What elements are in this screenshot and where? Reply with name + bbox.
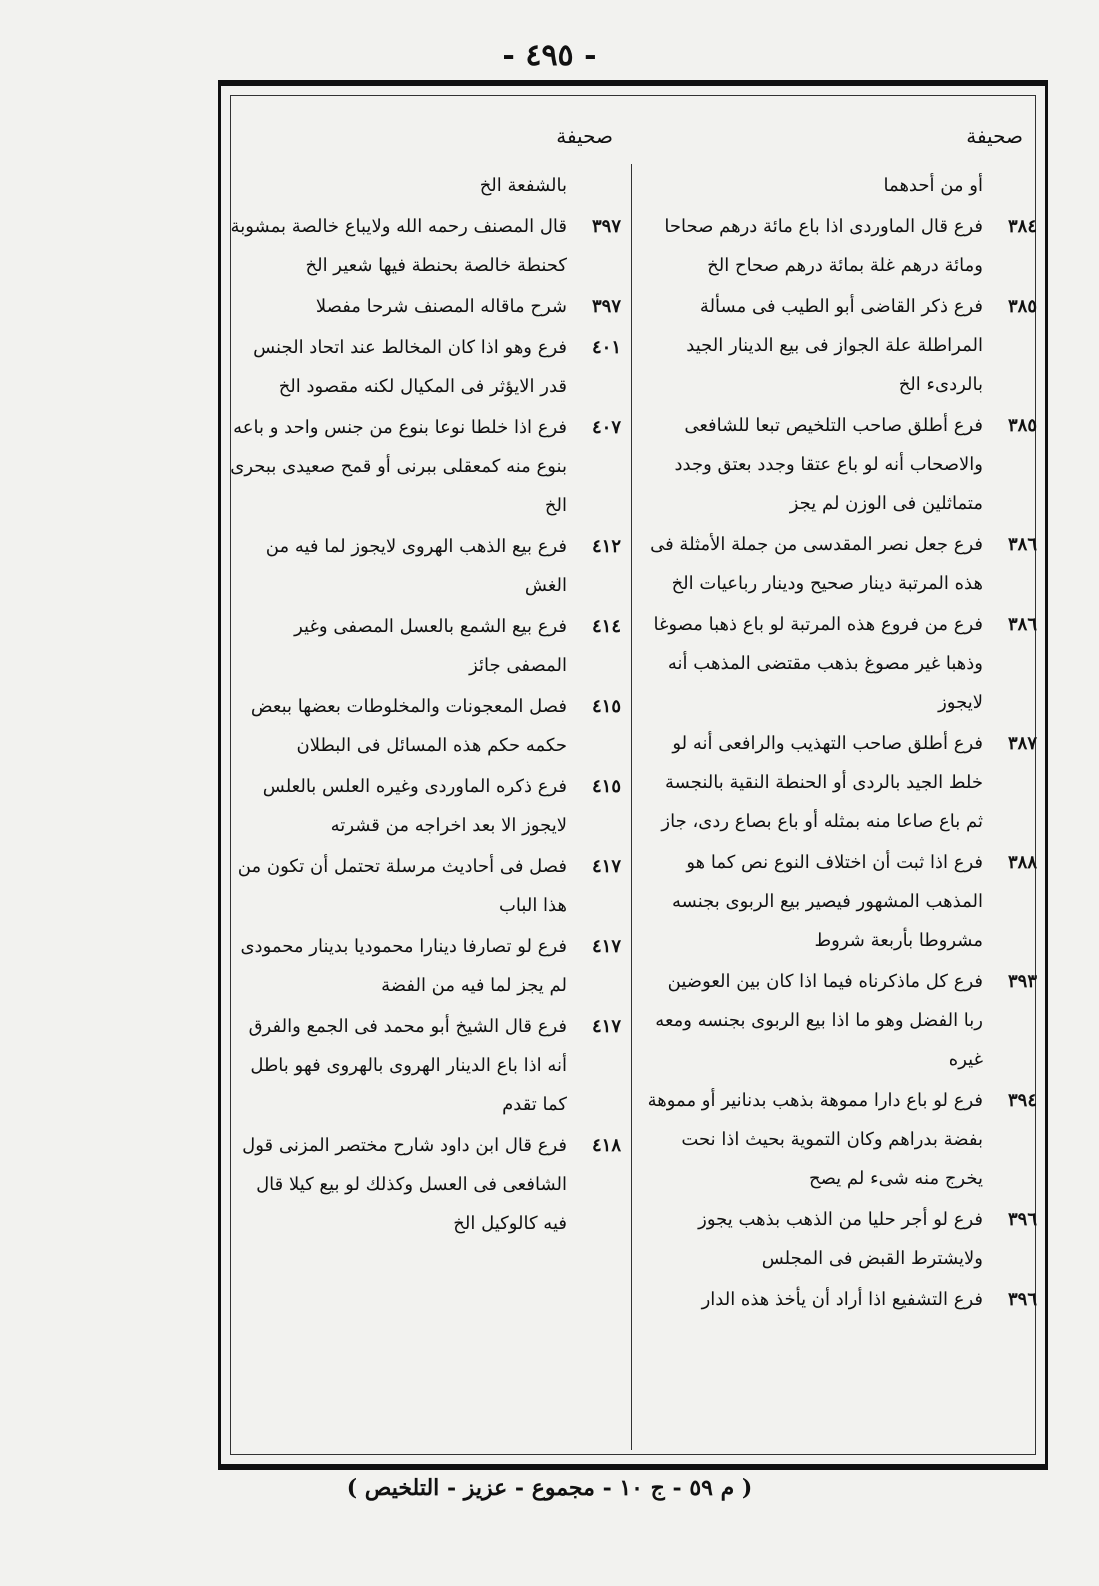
entry-page-number: ٤١٤ xyxy=(591,616,621,637)
entry-text: فرع اذا ثبت أن اختلاف النوع نص كما هو المذهب المشهور فيصير بيع الربوى بجنسه مشروطا بأربعة شروط xyxy=(672,852,983,951)
entry-page-number: ٤١٧ xyxy=(591,936,621,957)
entry-page-number: ٣٨٧ xyxy=(1007,733,1037,754)
entry-text: أو من أحدهما xyxy=(883,175,983,196)
page-number: - ٤٩٥ - xyxy=(502,38,597,73)
index-entry xyxy=(229,287,621,326)
entry-page-number: ٤١٨ xyxy=(591,1135,621,1156)
index-entry xyxy=(229,687,621,765)
left-column xyxy=(229,166,621,1245)
entry-text: فرع لو تصارفا دينارا محموديا بدينار محمودى لم يجز لما فيه من الفضة xyxy=(240,936,567,996)
entry-text: فصل المعجونات والمخلوطات بعضها ببعض حكمه حكم هذه المسائل فى البطلان xyxy=(250,696,567,756)
entry-page-number: ٤١٧ xyxy=(591,1016,621,1037)
entry-page-number: ٣٨٦ xyxy=(1007,534,1037,555)
index-entry xyxy=(645,406,1037,523)
index-entry xyxy=(645,843,1037,960)
entry-text: فرع جعل نصر المقدسى من جملة الأمثلة فى هذه المرتبة دينار صحيح ودينار رباعيات الخ xyxy=(650,534,983,594)
index-entry xyxy=(229,1007,621,1124)
index-entry xyxy=(645,724,1037,841)
entry-page-number: ٣٩٤ xyxy=(1007,1090,1037,1111)
entry-page-number: ٣٩٧ xyxy=(591,216,621,237)
index-entry xyxy=(645,962,1037,1079)
index-entry xyxy=(645,605,1037,722)
entry-text: فرع اذا خلطا نوعا بنوع من جنس واحد و باعه بنوع منه كمعقلى ببرنى أو قمح صعيدى ببحرى الخ xyxy=(230,417,567,516)
right-column xyxy=(645,166,1037,1321)
entry-page-number: ٤١٧ xyxy=(591,856,621,877)
index-entry xyxy=(645,525,1037,603)
entry-page-number: ٤٠٧ xyxy=(591,417,621,438)
index-entry xyxy=(229,927,621,1005)
entry-page-number: ٣٩٦ xyxy=(1007,1209,1037,1230)
entry-page-number: ٤٠١ xyxy=(591,337,621,358)
entry-text: فرع قال ابن داود شارح مختصر المزنى قول الشافعى فى العسل وكذلك لو بيع كيلا قال فيه كالوكيل الخ xyxy=(242,1135,567,1234)
entry-text: فرع قال الماوردى اذا باع مائة درهم صحاحا ومائة درهم غلة بمائة درهم صحاح الخ xyxy=(664,216,983,276)
page-frame xyxy=(218,80,1048,1470)
index-entry xyxy=(229,207,621,285)
entry-text: فرع أطلق صاحب التهذيب والرافعى أنه لو خلط الجيد بالردى أو الحنطة النقية بالنجسة ثم باع صاعا منه بمثله أو باع بصاع ردى، جاز xyxy=(661,733,983,832)
entry-text: فرع التشفيع اذا أراد أن يأخذ هذه الدار xyxy=(701,1289,983,1310)
entry-text: فصل فى أحاديث مرسلة تحتمل أن تكون من هذا الباب xyxy=(237,856,567,916)
entry-page-number: ٣٨٤ xyxy=(1007,216,1037,237)
index-entry xyxy=(645,287,1037,404)
entry-page-number: ٣٨٨ xyxy=(1007,852,1037,873)
entry-text: فرع ذكره الماوردى وغيره العلس بالعلس لايجوز الا بعد اخراجه من قشرته xyxy=(262,776,567,836)
entry-page-number: ٣٩٣ xyxy=(1007,971,1037,992)
entry-page-number: ٤١٥ xyxy=(591,696,621,717)
footer-signature: ( م ٥٩ - ج ١٠ - مجموع - عزيز - التلخيص ) xyxy=(346,1475,753,1501)
entry-text: فرع أطلق صاحب التلخيص تبعا للشافعى والاصحاب أنه لو باع عتقا وجدد بعتق وجدد متماثلين فى الوزن لم يجز xyxy=(674,415,983,514)
entry-page-number: ٣٨٥ xyxy=(1007,296,1037,317)
index-entry xyxy=(229,847,621,925)
index-entry xyxy=(229,408,621,525)
index-entry xyxy=(229,166,621,205)
entry-page-number: ٣٨٦ xyxy=(1007,614,1037,635)
entry-text: فرع ذكر القاضى أبو الطيب فى مسألة المراطلة علة الجواز فى بيع الدينار الجيد بالردىء الخ xyxy=(686,296,983,395)
entry-page-number: ٤١٥ xyxy=(591,776,621,797)
index-entry xyxy=(229,1126,621,1243)
entry-text: قال المصنف رحمه الله ولايباع خالصة بمشوبة كحنطة خالصة بحنطة فيها شعير الخ xyxy=(230,216,567,276)
index-entry xyxy=(229,527,621,605)
entry-page-number: ٣٩٦ xyxy=(1007,1289,1037,1310)
entry-page-number: ٤١٢ xyxy=(591,536,621,557)
left-column-header: صحيفة xyxy=(556,124,613,148)
index-entry xyxy=(645,1200,1037,1278)
entry-text: فرع بيع الذهب الهروى لايجوز لما فيه من الغش xyxy=(265,536,567,596)
entry-text: شرح ماقاله المصنف شرحا مفصلا xyxy=(315,296,567,317)
index-entry xyxy=(645,166,1037,205)
index-entry xyxy=(645,207,1037,285)
right-column-header: صحيفة xyxy=(966,124,1023,148)
index-entry xyxy=(229,767,621,845)
entry-text: فرع لو باع دارا مموهة بذهب بدنانير أو مموهة بفضة بدراهم وكان التموية بحيث اذا نحت يخرج منه شىء لم يصح xyxy=(647,1090,983,1189)
entry-text: فرع لو أجر حليا من الذهب بذهب يجوز ولايشترط القبض فى المجلس xyxy=(698,1209,983,1269)
entry-text: فرع قال الشيخ أبو محمد فى الجمع والفرق أنه اذا باع الدينار الهروى بالهروى فهو باطل كما تقدم xyxy=(248,1016,567,1115)
column-divider xyxy=(631,164,632,1450)
entry-text: فرع من فروع هذه المرتبة لو باع ذهبا مصوغا وذهبا غير مصوغ بذهب مقتضى المذهب أنه لايجوز xyxy=(653,614,983,713)
index-entry xyxy=(229,607,621,685)
entry-text: فرع بيع الشمع بالعسل المصفى وغير المصفى جائز xyxy=(294,616,567,676)
entry-page-number: ٣٨٥ xyxy=(1007,415,1037,436)
entry-text: فرع وهو اذا كان المخالط عند اتحاد الجنس قدر الايؤثر فى المكيال لكنه مقصود الخ xyxy=(253,337,567,397)
entry-text: فرع كل ماذكرناه فيما اذا كان بين العوضين ربا الفضل وهو ما اذا بيع الربوى بجنسه ومعه غيره xyxy=(655,971,983,1070)
index-entry xyxy=(229,328,621,406)
index-entry xyxy=(645,1081,1037,1198)
index-entry xyxy=(645,1280,1037,1319)
entry-page-number: ٣٩٧ xyxy=(591,296,621,317)
entry-text: بالشفعة الخ xyxy=(479,175,567,196)
